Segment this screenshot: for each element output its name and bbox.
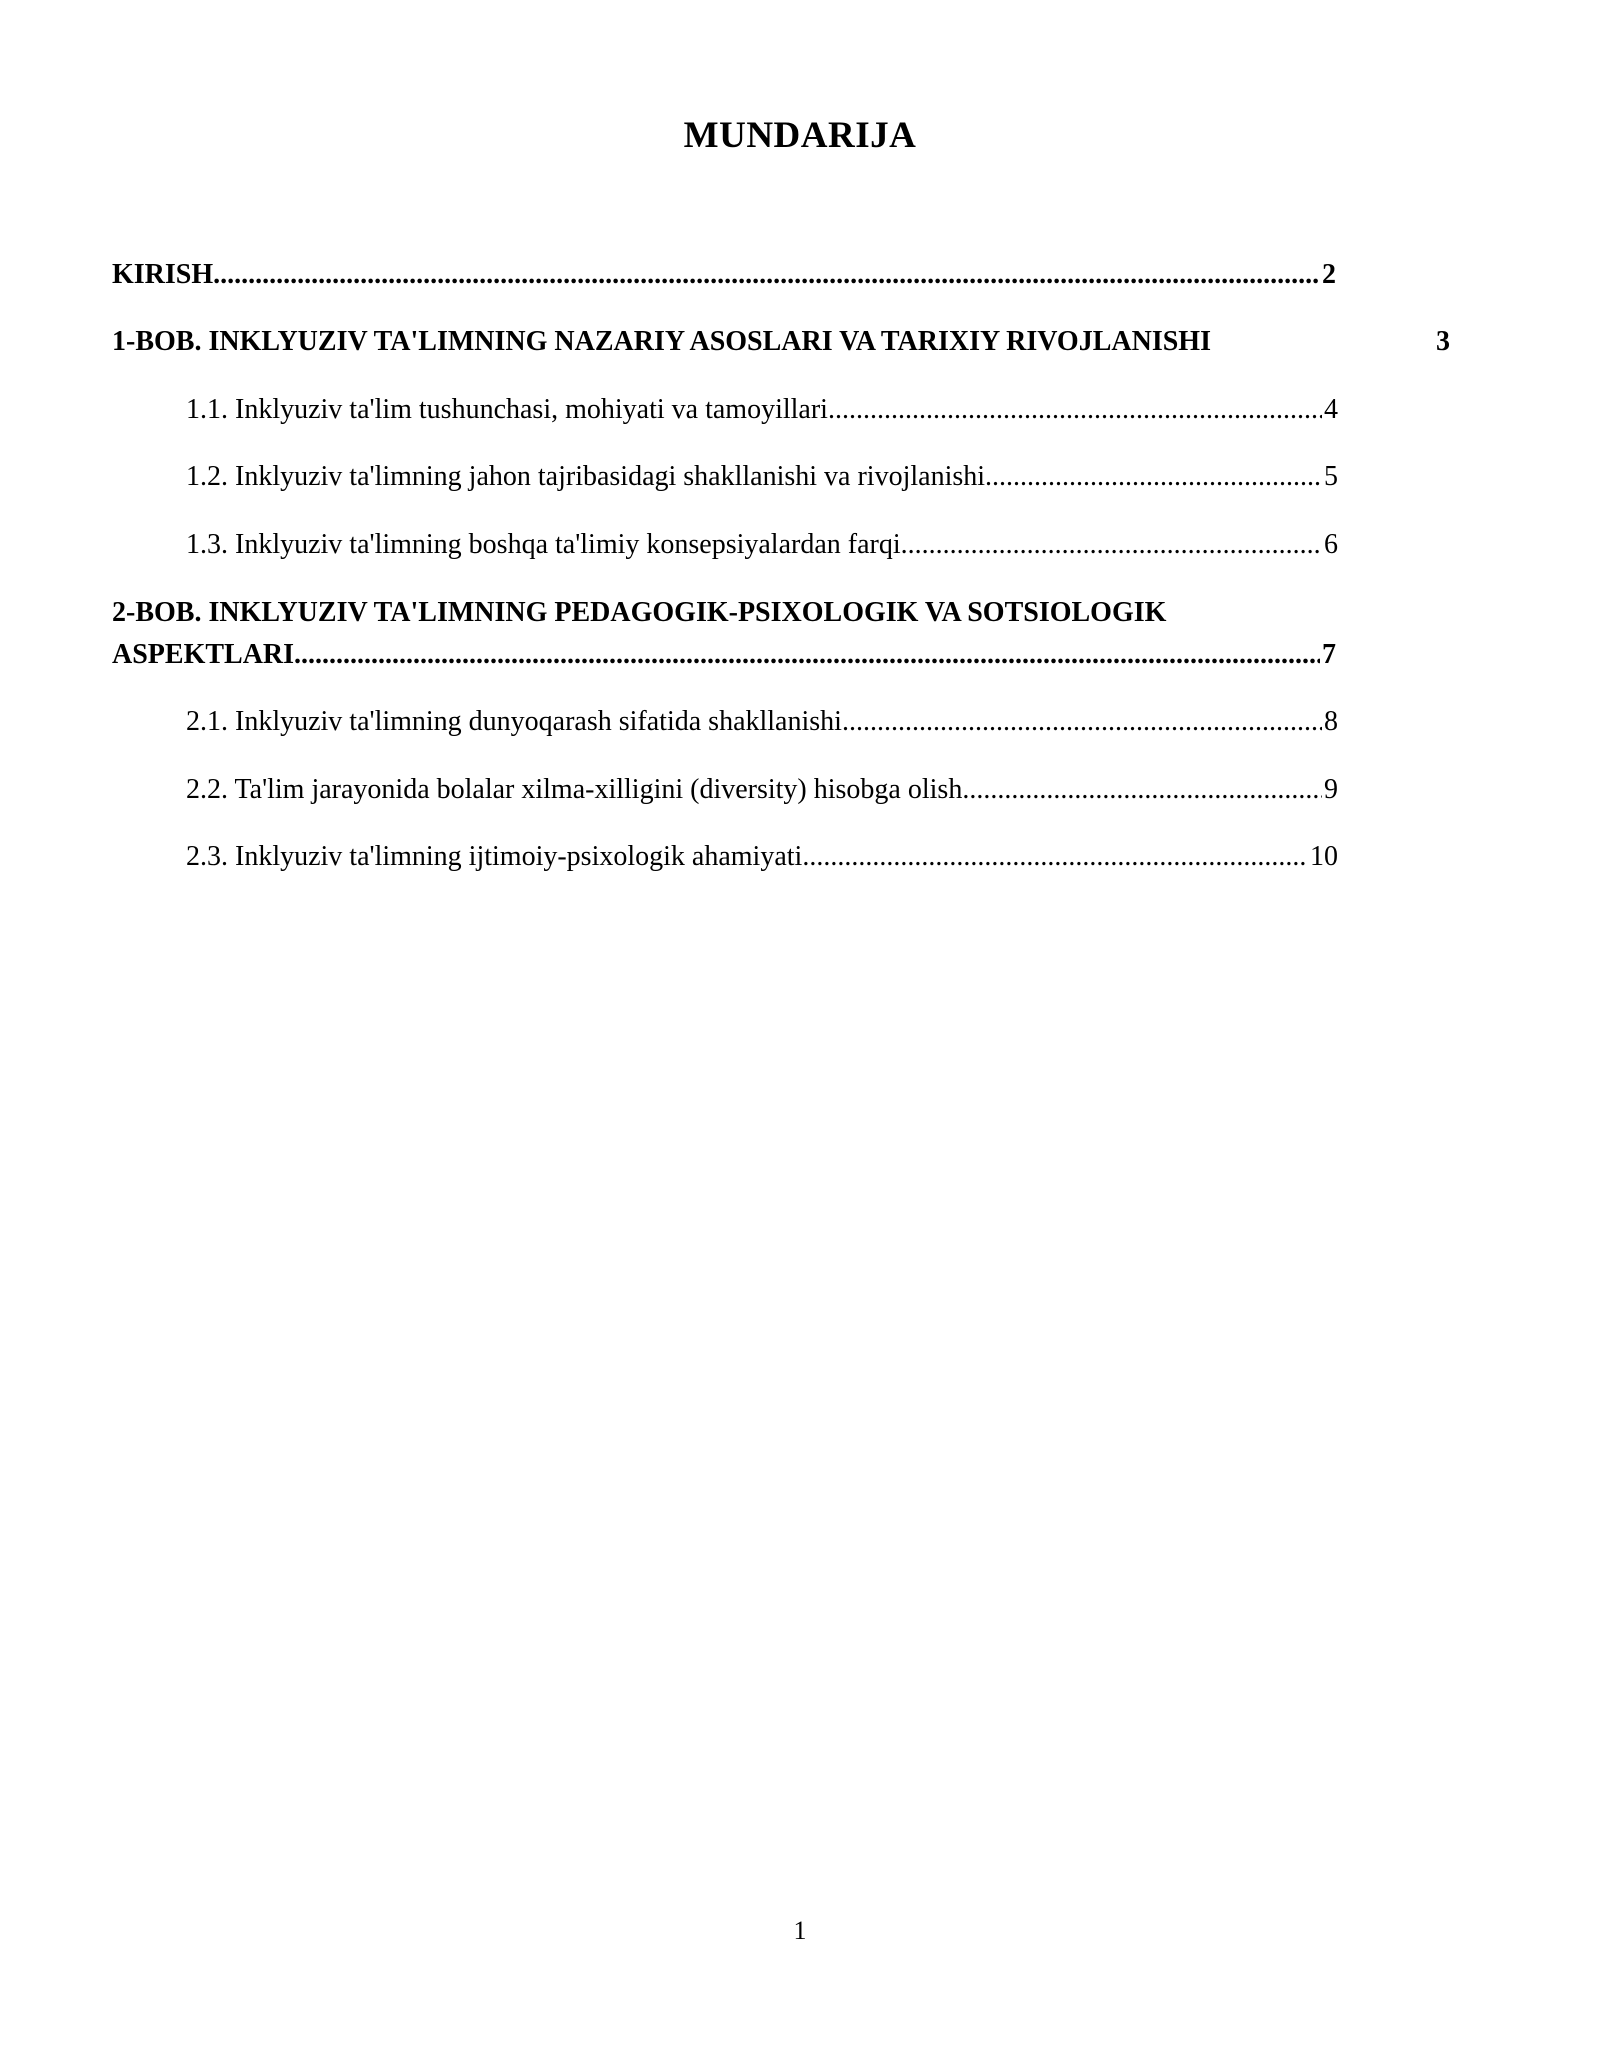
page-number-footer: 1 [793,1916,807,1945]
toc-entry-label: 2.3. Inklyuziv ta'limning ijtimoiy-psixologik ahamiyati [186,841,803,872]
dot-leader [802,840,1308,874]
toc-page-number: 6 [1324,529,1338,560]
toc-entry-chapter-2-continued[interactable] [112,638,1336,672]
dot-leader [901,528,1322,562]
page-title: MUNDARIJA [683,115,917,156]
toc-page-number: 3 [1436,326,1450,357]
toc-entry-chapter-2[interactable] [112,596,1336,630]
toc-entry-section-1-3[interactable] [186,528,1338,562]
toc-page-number: 10 [1310,841,1338,872]
toc-entry-label: 1.1. Inklyuziv ta'lim tushunchasi, mohiyati va tamoyillari [186,394,828,425]
toc-entry-label: 2.2. Ta'lim jarayonida bolalar xilma-xilligini (diversity) hisobga olish [186,774,963,805]
toc-entry-label: 1.2. Inklyuziv ta'limning jahon tajribasidagi shakllanishi va rivojlanishi [186,461,986,492]
toc-entry-kirish[interactable] [112,258,1336,292]
toc-entry-section-1-2[interactable] [186,460,1338,494]
toc-entry-section-1-1[interactable] [186,393,1338,427]
toc-entry-section-2-2[interactable] [186,773,1338,807]
toc-entry-label-line-2: ASPEKTLARI [112,639,295,670]
toc-page-number: 2 [1322,259,1336,290]
dot-leader [842,705,1322,739]
toc-page-number: 7 [1322,639,1336,670]
toc-entry-section-2-1[interactable] [186,705,1338,739]
toc-page-number: 8 [1324,706,1338,737]
toc-entry-chapter-1[interactable] [112,325,1450,359]
toc-entry-section-2-3[interactable] [186,840,1338,874]
toc-page-number: 9 [1324,774,1338,805]
toc-page-number: 5 [1324,461,1338,492]
toc-entry-label-line-1: 2-BOB. INKLYUZIV TA'LIMNING PEDAGOGIK-PSIXOLOGIK VA SOTSIOLOGIK [112,597,1167,628]
toc-entry-label: KIRISH [112,259,214,290]
toc-page-number: 4 [1324,394,1338,425]
dot-leader [213,258,1320,292]
toc-entry-label: 1.3. Inklyuziv ta'limning boshqa ta'limiy konsepsiyalardan farqi [186,529,901,560]
toc-entry-label: 2.1. Inklyuziv ta'limning dunyoqarash sifatida shakllanishi [186,706,842,737]
dot-leader [985,460,1322,494]
dot-leader [962,773,1322,807]
toc-entry-label: 1-BOB. INKLYUZIV TA'LIMNING NAZARIY ASOSLARI VA TARIXIY RIVOJLANISHI [112,326,1211,357]
dot-leader [294,638,1320,672]
dot-leader [828,393,1322,427]
